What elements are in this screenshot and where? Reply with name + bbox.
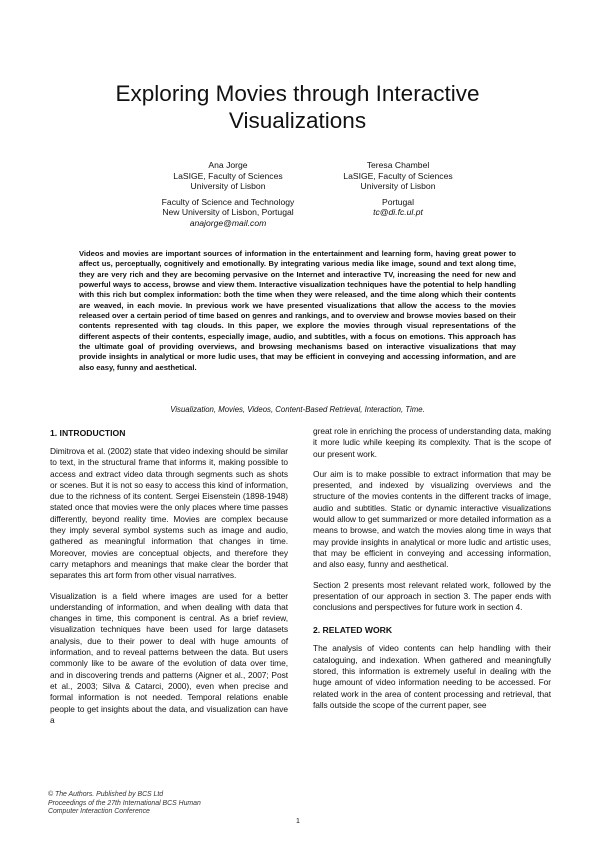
author-affiliation: Faculty of Science and Technology <box>161 196 295 207</box>
body-paragraph: great role in enriching the process of understanding data, making it more ludic while keeping its complexity. That is the scope of our present work. <box>313 426 551 459</box>
author-block <box>298 160 498 218</box>
author-affiliation: University of Lisbon <box>360 181 436 192</box>
right-column <box>313 426 551 720</box>
body-paragraph: The analysis of video contents can help handling with their cataloguing, and indexation. When gathered and meaningfully stored, this information is extremely useful in dealing with the huge amount of video information needing to be accessed. For related work in the area of content processing and retrieval, that falls outside the scope of the current paper, see <box>313 643 551 710</box>
footer-copyright <box>48 791 201 817</box>
author-name: Teresa Chambel <box>366 160 430 170</box>
author-affiliation: New University of Lisbon, Portugal <box>162 207 294 218</box>
footer-line: © The Authors. Published by BCS Ltd <box>48 791 164 798</box>
section-heading: 2. RELATED WORK <box>313 625 393 636</box>
body-paragraph: Dimitrova et al. (2002) state that video indexing should be similar to text, in the structural frame that informs it, making possible to access and extract video data through segments such as shots or scenes. But it is not so easy to access this kind of information, due to the richness of its content. Sergei Eisenstein (1898-1948) stated once that movies were the only places where time passes differently, beyond reality time. Movies are complex because they imply several symbol systems such as image and audio, gathered as meaningful information that changes in time. Moreover, movies are conceptual objects, and therefore they carry metaphors and meanings that make clear the border that separates this art form from other visual narratives. <box>50 446 288 581</box>
footer-line: Proceedings of the 27th International BCS Human <box>48 799 201 807</box>
left-column <box>50 426 288 735</box>
author-affiliation: Portugal <box>381 196 414 207</box>
author-affiliation: LaSIGE, Faculty of Sciences <box>343 170 453 181</box>
body-paragraph: Visualization is a field where images are used for a better understanding of information, and when dealing with data that changes in time, this component is central. As a brief review, visualization techniques have been used for large datasets analysis, due to their power to deal with huge amounts of information, and to reveal patterns between the data. But users commonly like to be aware of the evolution of data over time, and in discovering trends and patterns (Aigner et al., 2007; Post et al., 2003; Silva & Catarci, 2000), even when precise and formal information is not needed. Temporal relations enable people to get insights about the data, and visualization can have a <box>50 590 288 725</box>
page-number: 1 <box>296 818 300 825</box>
author-email: tc@di.fc.ul.pt <box>373 207 423 218</box>
author-affiliation: University of Lisbon <box>190 181 266 192</box>
paper-title: Exploring Movies through Interactive Visualizations <box>115 81 480 133</box>
author-name: Ana Jorge <box>208 160 248 170</box>
body-paragraph: Section 2 presents most relevant related work, followed by the presentation of our approach in section 3. The paper ends with conclusions and perspectives for future work in section 4. <box>313 579 551 613</box>
section-heading: 1. INTRODUCTION <box>50 428 126 438</box>
footer-line: Computer Interaction Conference <box>48 808 150 816</box>
body-paragraph: Our aim is to make possible to extract information that may be presented, and indexed by visualizing overviews and the structure of the movies contents in the different tracks of image, audio and subtitles. Static or dynamic interactive visualizations would allow to get summarized or more detailed information as a means to browse, and watch the movies along time in ways that may provide insights in analytical or more ludic and artistic uses, that may be efficient in conveying and accessing information, and also easy, funny and aesthetical. <box>313 468 551 570</box>
keywords: Visualization, Movies, Videos, Content-Based Retrieval, Interaction, Time. <box>170 405 425 414</box>
author-email: anajorge@mail.com <box>189 217 267 228</box>
abstract: Videos and movies are important sources of information in the entertainment and learning form, having great power to affect us, perceptually, cognitively and emotionally. By integrating various media like image, sound and text along time, they are very rich and they are becoming pervasive on the Internet and interactive TV, increasing the need for new and powerful ways to access, browse and view them. Interactive visualization techniques have the potential to help handling with this rich but complex information: both the time when they were released, and the time along which their contents are weaved, in each movie. In previous work we have presented visualizations that allow the access to the movies released over a certain period of time based on genres and rankings, and to overview and browse movies based on their contents represented with tag clouds. In this paper, we explore the movies through visual representations of the different aspects of their contents, especially image, audio, and subtitles, with a focus on emotions. This approach has the ultimate goal of providing overviews, and browsing mechanisms based on interactive visualizations that may provide insights in analytical or more ludic uses, that may be efficient in conveying and accessing information, and are also easy, funny and aesthetical. <box>79 249 516 372</box>
author-affiliation: LaSIGE, Faculty of Sciences <box>173 170 283 181</box>
